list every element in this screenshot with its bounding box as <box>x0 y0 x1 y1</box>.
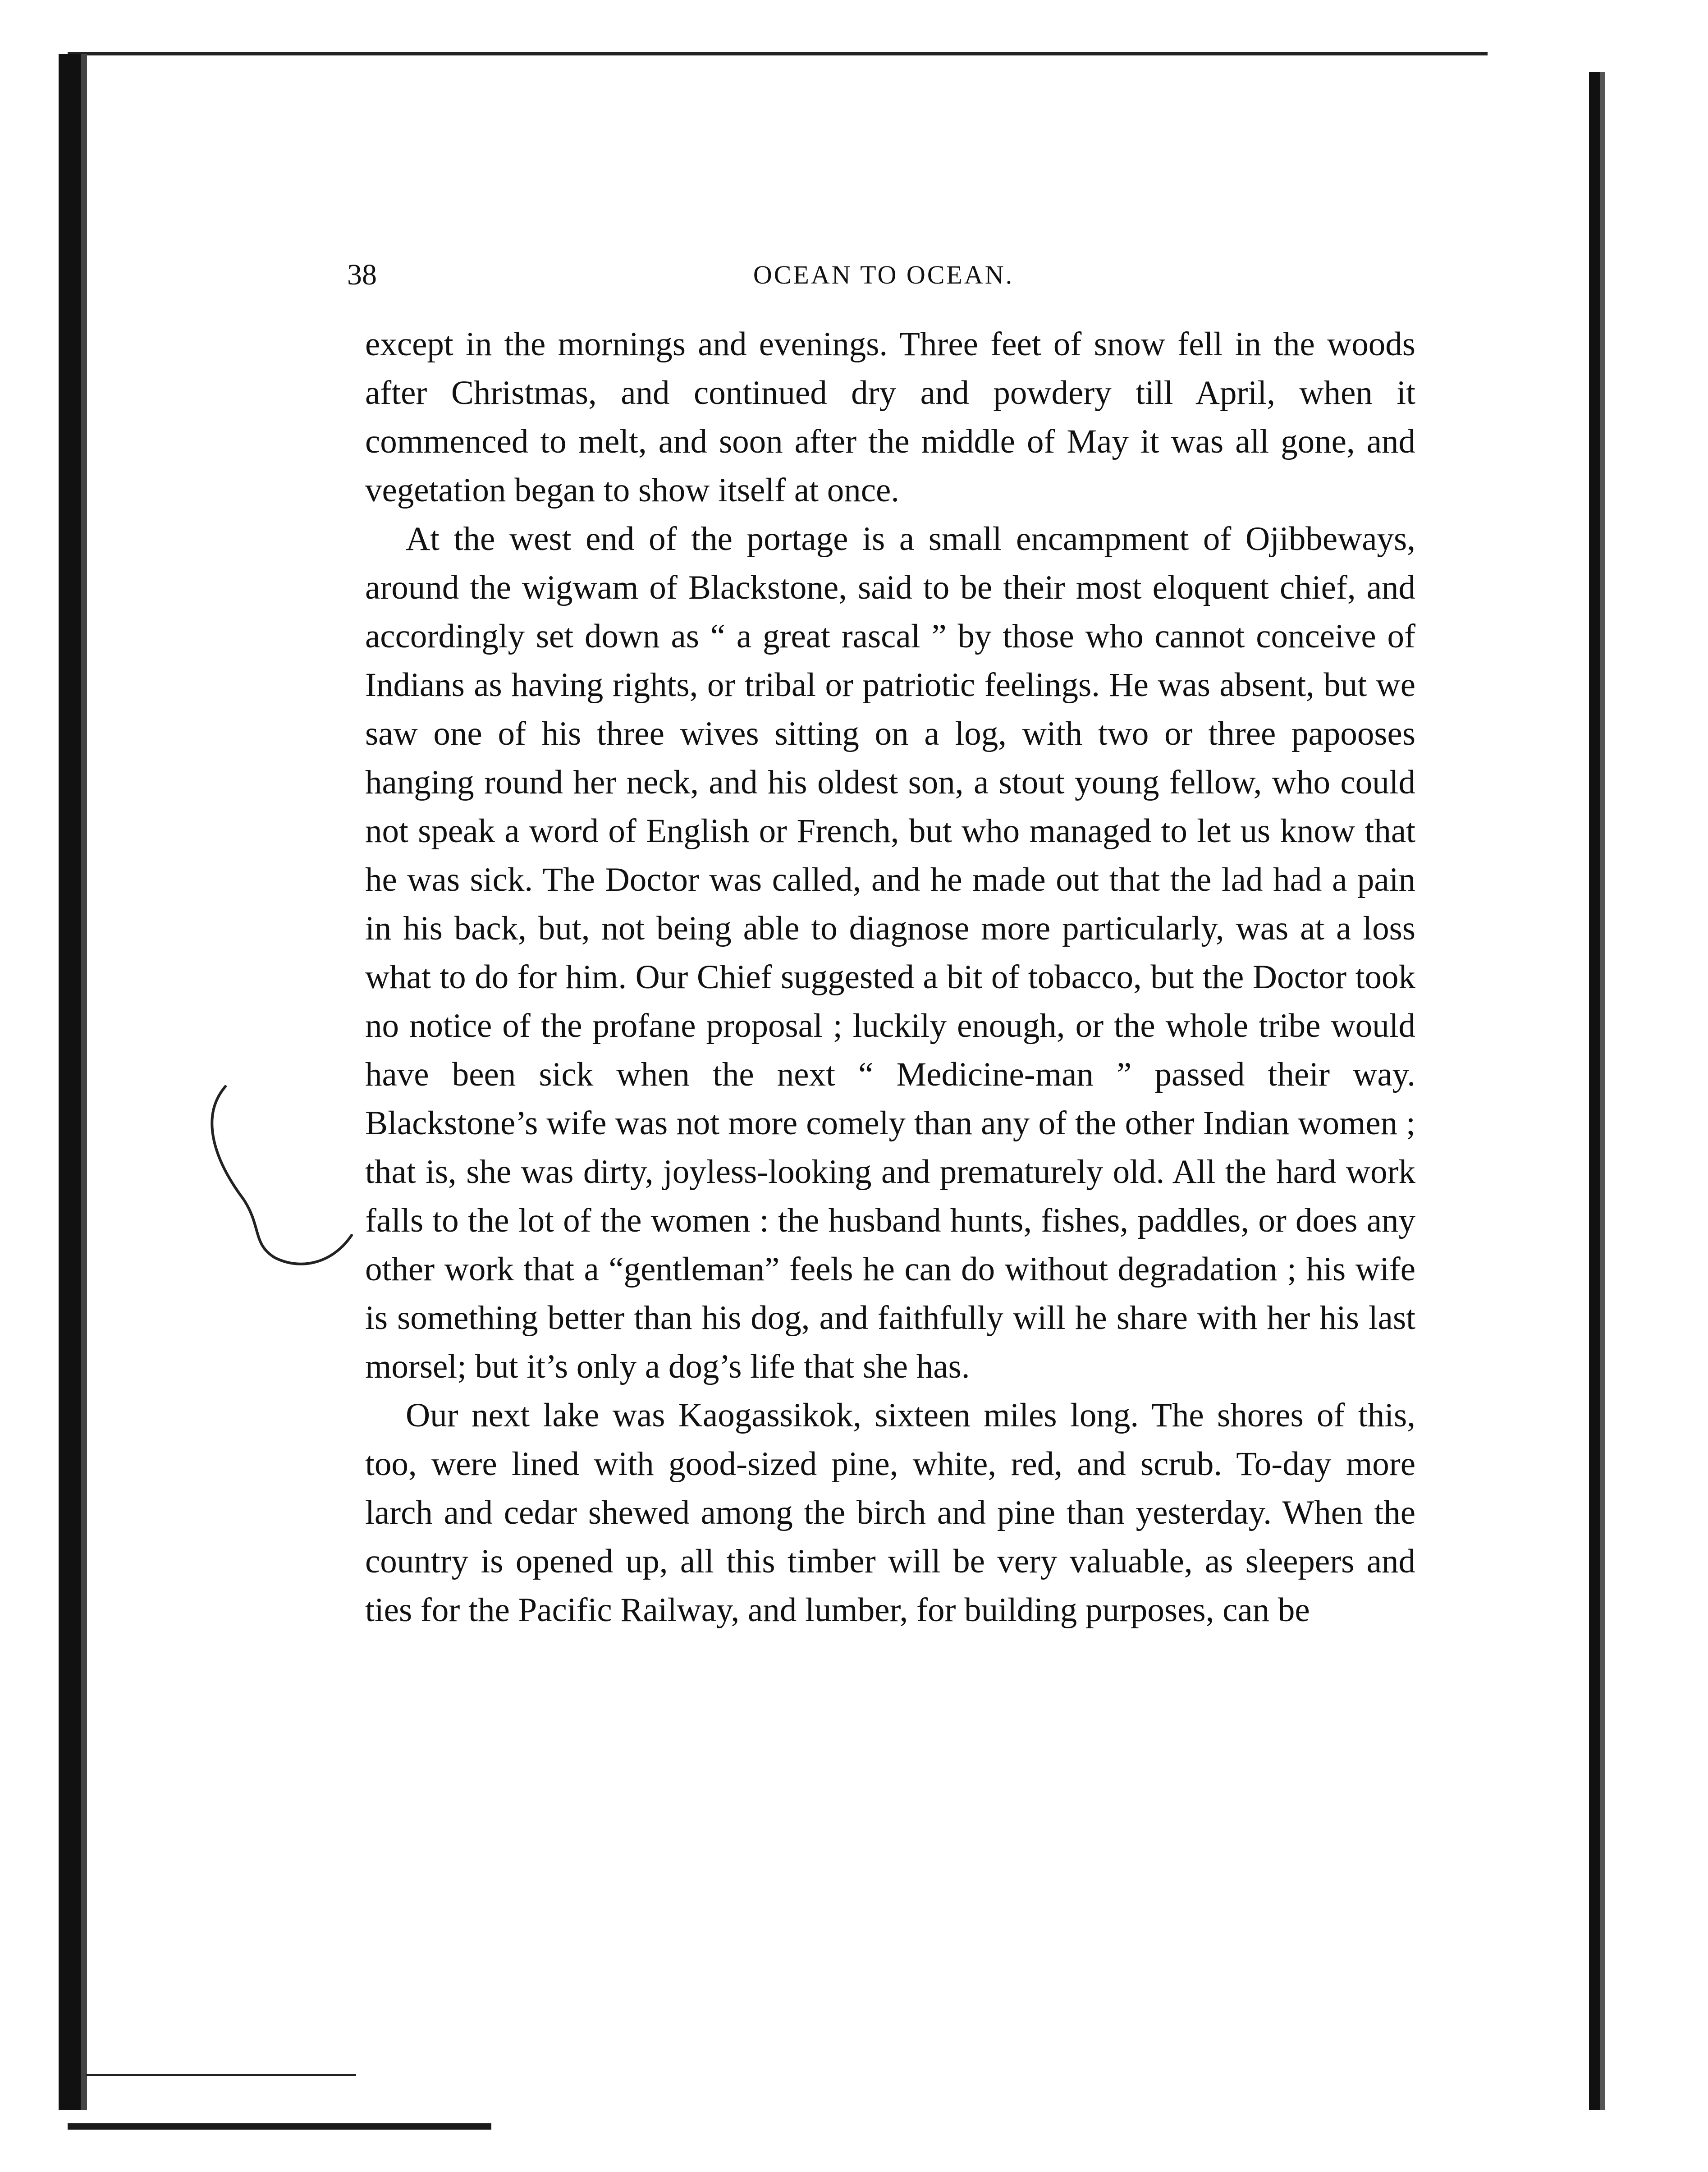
scan-border-top <box>68 52 1488 55</box>
body-text <box>365 320 1415 1635</box>
paragraph: except in the mornings and evenings. Three feet of snow fell in the woods after Christmas, and continued dry and powdery till April, when it commenced to melt, and soon after the middle of May it was all gone, and vegetation began to show itself at once. <box>365 325 1415 509</box>
running-title: OCEAN TO OCEAN. <box>753 260 1014 289</box>
paragraph: Our next lake was Kaogassikok, sixteen miles long. The shores of this, too, were lined with good-sized pine, white, red, and scrub. To-day more larch and cedar shewed among the birch and pine than yesterday. When the country is opened up, all this timber will be very valuable, as sleepers and ties for the Pacific Railway, and lumber, for building purposes, can be <box>365 1397 1415 1629</box>
page-number: 38 <box>347 258 377 291</box>
scan-border-bottom-thin <box>86 2074 356 2076</box>
scan-border-right <box>1589 72 1616 2110</box>
scan-border-left <box>59 54 99 2110</box>
pencil-margin-mark <box>198 1082 361 1271</box>
scan-border-bottom <box>68 2123 491 2130</box>
paragraph: At the west end of the portage is a small encampment of Ojibbeways, around the wigwam of Blackstone, said to be their most eloquent chief, and accordingly set down as “ a great rascal ” by those who cannot conceive of Indians as having rights, or tribal or patriotic feelings. He was absent, but we saw one of his three wives sitting on a log, with two or three papooses hanging round her neck, and his oldest son, a stout young fellow, who could not speak a word of English or French, but who managed to let us know that he was sick. The Doctor was called, and he made out that the lad had a pain in his back, but, not being able to diagnose more particularly, was at a loss what to do for him. Our Chief suggested a bit of tobacco, but the Doctor took no notice of the profane proposal ; luckily enough, or the whole tribe would have been sick when the next “ Medicine-man ” passed their way. Blackstone’s wife was not more comely than any of the other Indian women ; that is, she was dirty, joyless-looking and prematurely old. All the hard work falls to the lot of the women : the husband hunts, fishes, paddles, or does any other work that a “gentleman” feels he can do without degradation ; his wife is something better than his dog, and faithfully will he share with her his last morsel; but it’s only a dog’s life that she has. <box>365 520 1415 1385</box>
page-header <box>347 252 1420 307</box>
